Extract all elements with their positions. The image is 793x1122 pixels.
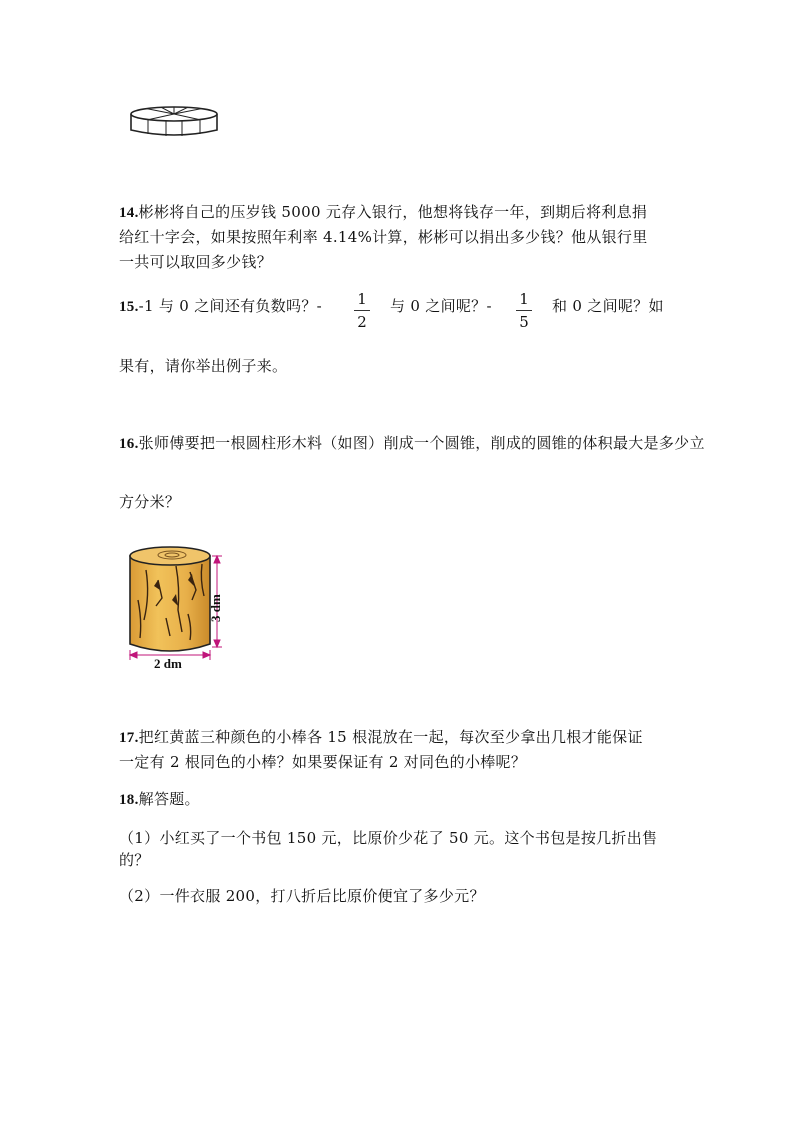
q16-number: 16. (119, 436, 139, 452)
q17-line-1 (119, 727, 643, 748)
q18-sub1-line-2: 的？ (119, 851, 150, 869)
q15-fraction-2 (516, 290, 532, 331)
q16-line-2: 方分米？ (119, 493, 181, 511)
q16-text-1: 张师傅要把一根圆柱形木料（如图）削成一个圆锥，削成的圆锥的体积最大是多少立 (138, 434, 705, 452)
q17-line-2: 一定有 2 根同色的小棒？如果要保证有 2 对同色的小棒呢？ (119, 753, 527, 771)
q15-frac1-denominator: 2 (357, 313, 367, 331)
sliced-cylinder-figure (126, 100, 222, 140)
wood-cylinder-figure (118, 540, 238, 675)
q15-seg-1: -1 与 0 之间还有负数吗？- (138, 297, 322, 315)
q14-line-3: 一共可以取回多少钱？ (119, 253, 273, 271)
q14-line-2: 给红十字会，如果按照年利率 4.14%计算，彬彬可以捐出多少钱？他从银行里 (119, 228, 648, 246)
q18-line-title (119, 789, 200, 810)
q15-seg-3: 和 0 之间呢？如 (552, 297, 664, 315)
q15-frac2-numerator: 1 (519, 290, 529, 308)
q14-line-1 (119, 202, 647, 223)
q15-fraction-1 (354, 290, 370, 331)
q18-title: 解答题。 (138, 790, 200, 808)
q17-text-1: 把红黄蓝三种颜色的小棒各 15 根混放在一起，每次至少拿出几根才能保证 (138, 728, 643, 746)
q18-number: 18. (119, 792, 139, 808)
q15-frac2-denominator: 5 (519, 313, 529, 331)
q18-sub2: （2）一件衣服 200，打八折后比原价便宜了多少元？ (119, 887, 485, 905)
q15-line-1 (119, 296, 322, 317)
q14-text-1: 彬彬将自己的压岁钱 5000 元存入银行，他想将钱存一年，到期后将利息捐 (138, 203, 648, 221)
q15-frac1-numerator: 1 (357, 290, 367, 308)
q14-number: 14. (119, 205, 139, 221)
q17-number: 17. (119, 730, 139, 746)
height-dimension-label: 3 dm (208, 594, 223, 622)
q18-sub1-line-1: （1）小红买了一个书包 150 元，比原价少花了 50 元。这个书包是按几折出售 (119, 829, 658, 847)
width-dimension-label: 2 dm (154, 656, 182, 671)
q15-line-2: 果有，请你举出例子来。 (119, 357, 288, 375)
q15-seg-2: 与 0 之间呢？- (390, 297, 492, 315)
q15-number: 15. (119, 299, 139, 315)
q16-line-1 (119, 433, 705, 454)
